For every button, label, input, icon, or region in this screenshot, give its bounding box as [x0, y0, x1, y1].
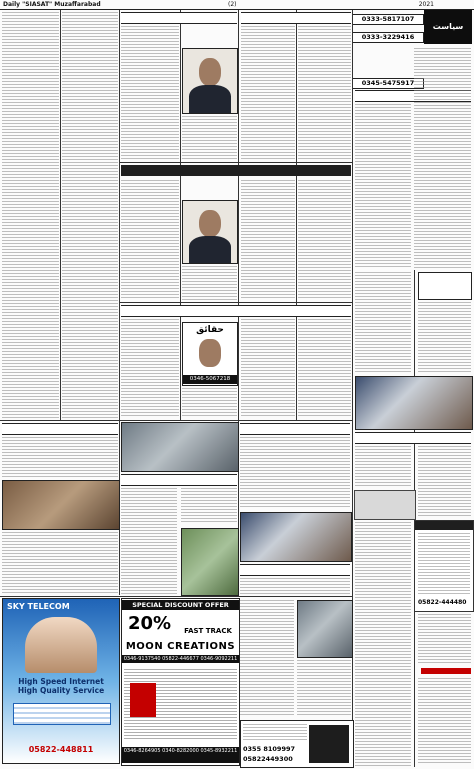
article-text: [298, 180, 351, 300]
headline: [121, 474, 237, 486]
article-text: [414, 48, 471, 268]
article-text: [418, 678, 471, 764]
article-text: [182, 266, 237, 300]
column-rule: [60, 10, 61, 420]
article-text: [181, 488, 237, 524]
column-rule: [296, 10, 297, 420]
article-text: [298, 319, 351, 417]
news-photo: [355, 376, 473, 430]
article-text: [121, 488, 177, 594]
headline: [240, 423, 350, 435]
article-text: [240, 437, 350, 509]
info-box: [354, 490, 416, 520]
ad-title: SPECIAL DISCOUNT OFFER: [122, 600, 239, 610]
header-page-number: (2): [228, 1, 237, 8]
sidebar-notice: [414, 520, 474, 612]
sky-telecom-ad[interactable]: [2, 598, 120, 764]
article-text: [241, 26, 295, 160]
contact-number: 0333-3229416: [352, 32, 424, 43]
author-portrait: [182, 48, 238, 114]
article-text: [355, 104, 411, 268]
ad-fast-track: FAST TRACK: [184, 627, 232, 635]
headline: [121, 305, 351, 317]
ad-company-name: MOON CREATIONS: [125, 641, 236, 652]
ad-logo: [309, 725, 349, 763]
news-photo: [121, 422, 239, 472]
section-rule: [0, 596, 352, 597]
contact-number: 0333-5817107: [352, 14, 424, 25]
headline: [2, 423, 118, 435]
article-text: [355, 272, 411, 372]
article-text: [418, 302, 471, 372]
ad-packages-table: [13, 703, 111, 725]
special-discount-ad[interactable]: [121, 598, 240, 766]
headline: [241, 12, 351, 24]
header-date: 2021: [418, 1, 434, 8]
news-photo: [240, 512, 352, 562]
haqaiq-column-box: [182, 322, 238, 386]
ad-footer: 0346-8264905 0340-8282000 0345-8932211: [122, 747, 239, 763]
news-photo: [297, 600, 353, 658]
headline: [121, 165, 351, 176]
ad-phones: 0346-9137540 05822-446677 0346-9092211: [123, 656, 238, 662]
article-text: [2, 437, 118, 477]
article-text: [355, 446, 411, 486]
headline: [355, 432, 471, 444]
ad-text: [243, 724, 307, 742]
ad-phone: 05822-448811: [28, 745, 94, 754]
section-rule: [0, 420, 352, 421]
ad-brand: SKY TELECOM: [7, 602, 70, 611]
headline: [121, 12, 237, 24]
column-banner: [418, 272, 472, 300]
header-paper-name: Daily "SIASAT" Muzaffarabad: [3, 1, 101, 8]
ad-phone: 0355 8109997: [243, 745, 296, 753]
article-text: [240, 578, 350, 594]
article-text: [62, 12, 118, 418]
article-text: [298, 26, 351, 160]
haqaiq-phone: 0346-5067218: [183, 375, 237, 384]
article-text: [418, 446, 471, 516]
ad-headline: High Speed Internet High Quality Service: [17, 677, 105, 695]
article-text: [121, 319, 179, 417]
article-text: [182, 116, 237, 160]
news-photo: [181, 528, 239, 596]
article-text: [297, 660, 351, 716]
article-text: [418, 614, 471, 664]
column-rule: [180, 10, 181, 420]
sidebar-phone: 05822-444480: [418, 599, 467, 606]
ad-percent: 20%: [128, 613, 172, 634]
author-photo: [199, 339, 221, 367]
contact-number: 0345-5475917: [352, 78, 424, 89]
article-text: [2, 12, 59, 418]
news-photo: [2, 480, 120, 530]
author-portrait: [182, 200, 238, 264]
article-text: [240, 600, 294, 716]
section-rule: [120, 162, 352, 163]
haqaiq-title: حقائق: [196, 325, 224, 335]
red-divider: [421, 668, 471, 674]
article-text: [355, 522, 411, 766]
headline: [240, 564, 350, 576]
article-text: [121, 26, 179, 160]
ad-phone: 05822449300: [243, 755, 293, 763]
article-text: [182, 388, 237, 418]
page-header: [0, 0, 474, 10]
article-text: [241, 180, 295, 300]
article-text: [2, 532, 118, 594]
masthead-logo: سیاست: [424, 10, 472, 44]
bottom-ad[interactable]: [240, 720, 354, 768]
ad-logo: [130, 683, 156, 717]
article-text: [241, 319, 295, 417]
ad-people-photo: [25, 617, 97, 673]
section-rule: [120, 302, 352, 303]
article-text: [121, 180, 179, 300]
